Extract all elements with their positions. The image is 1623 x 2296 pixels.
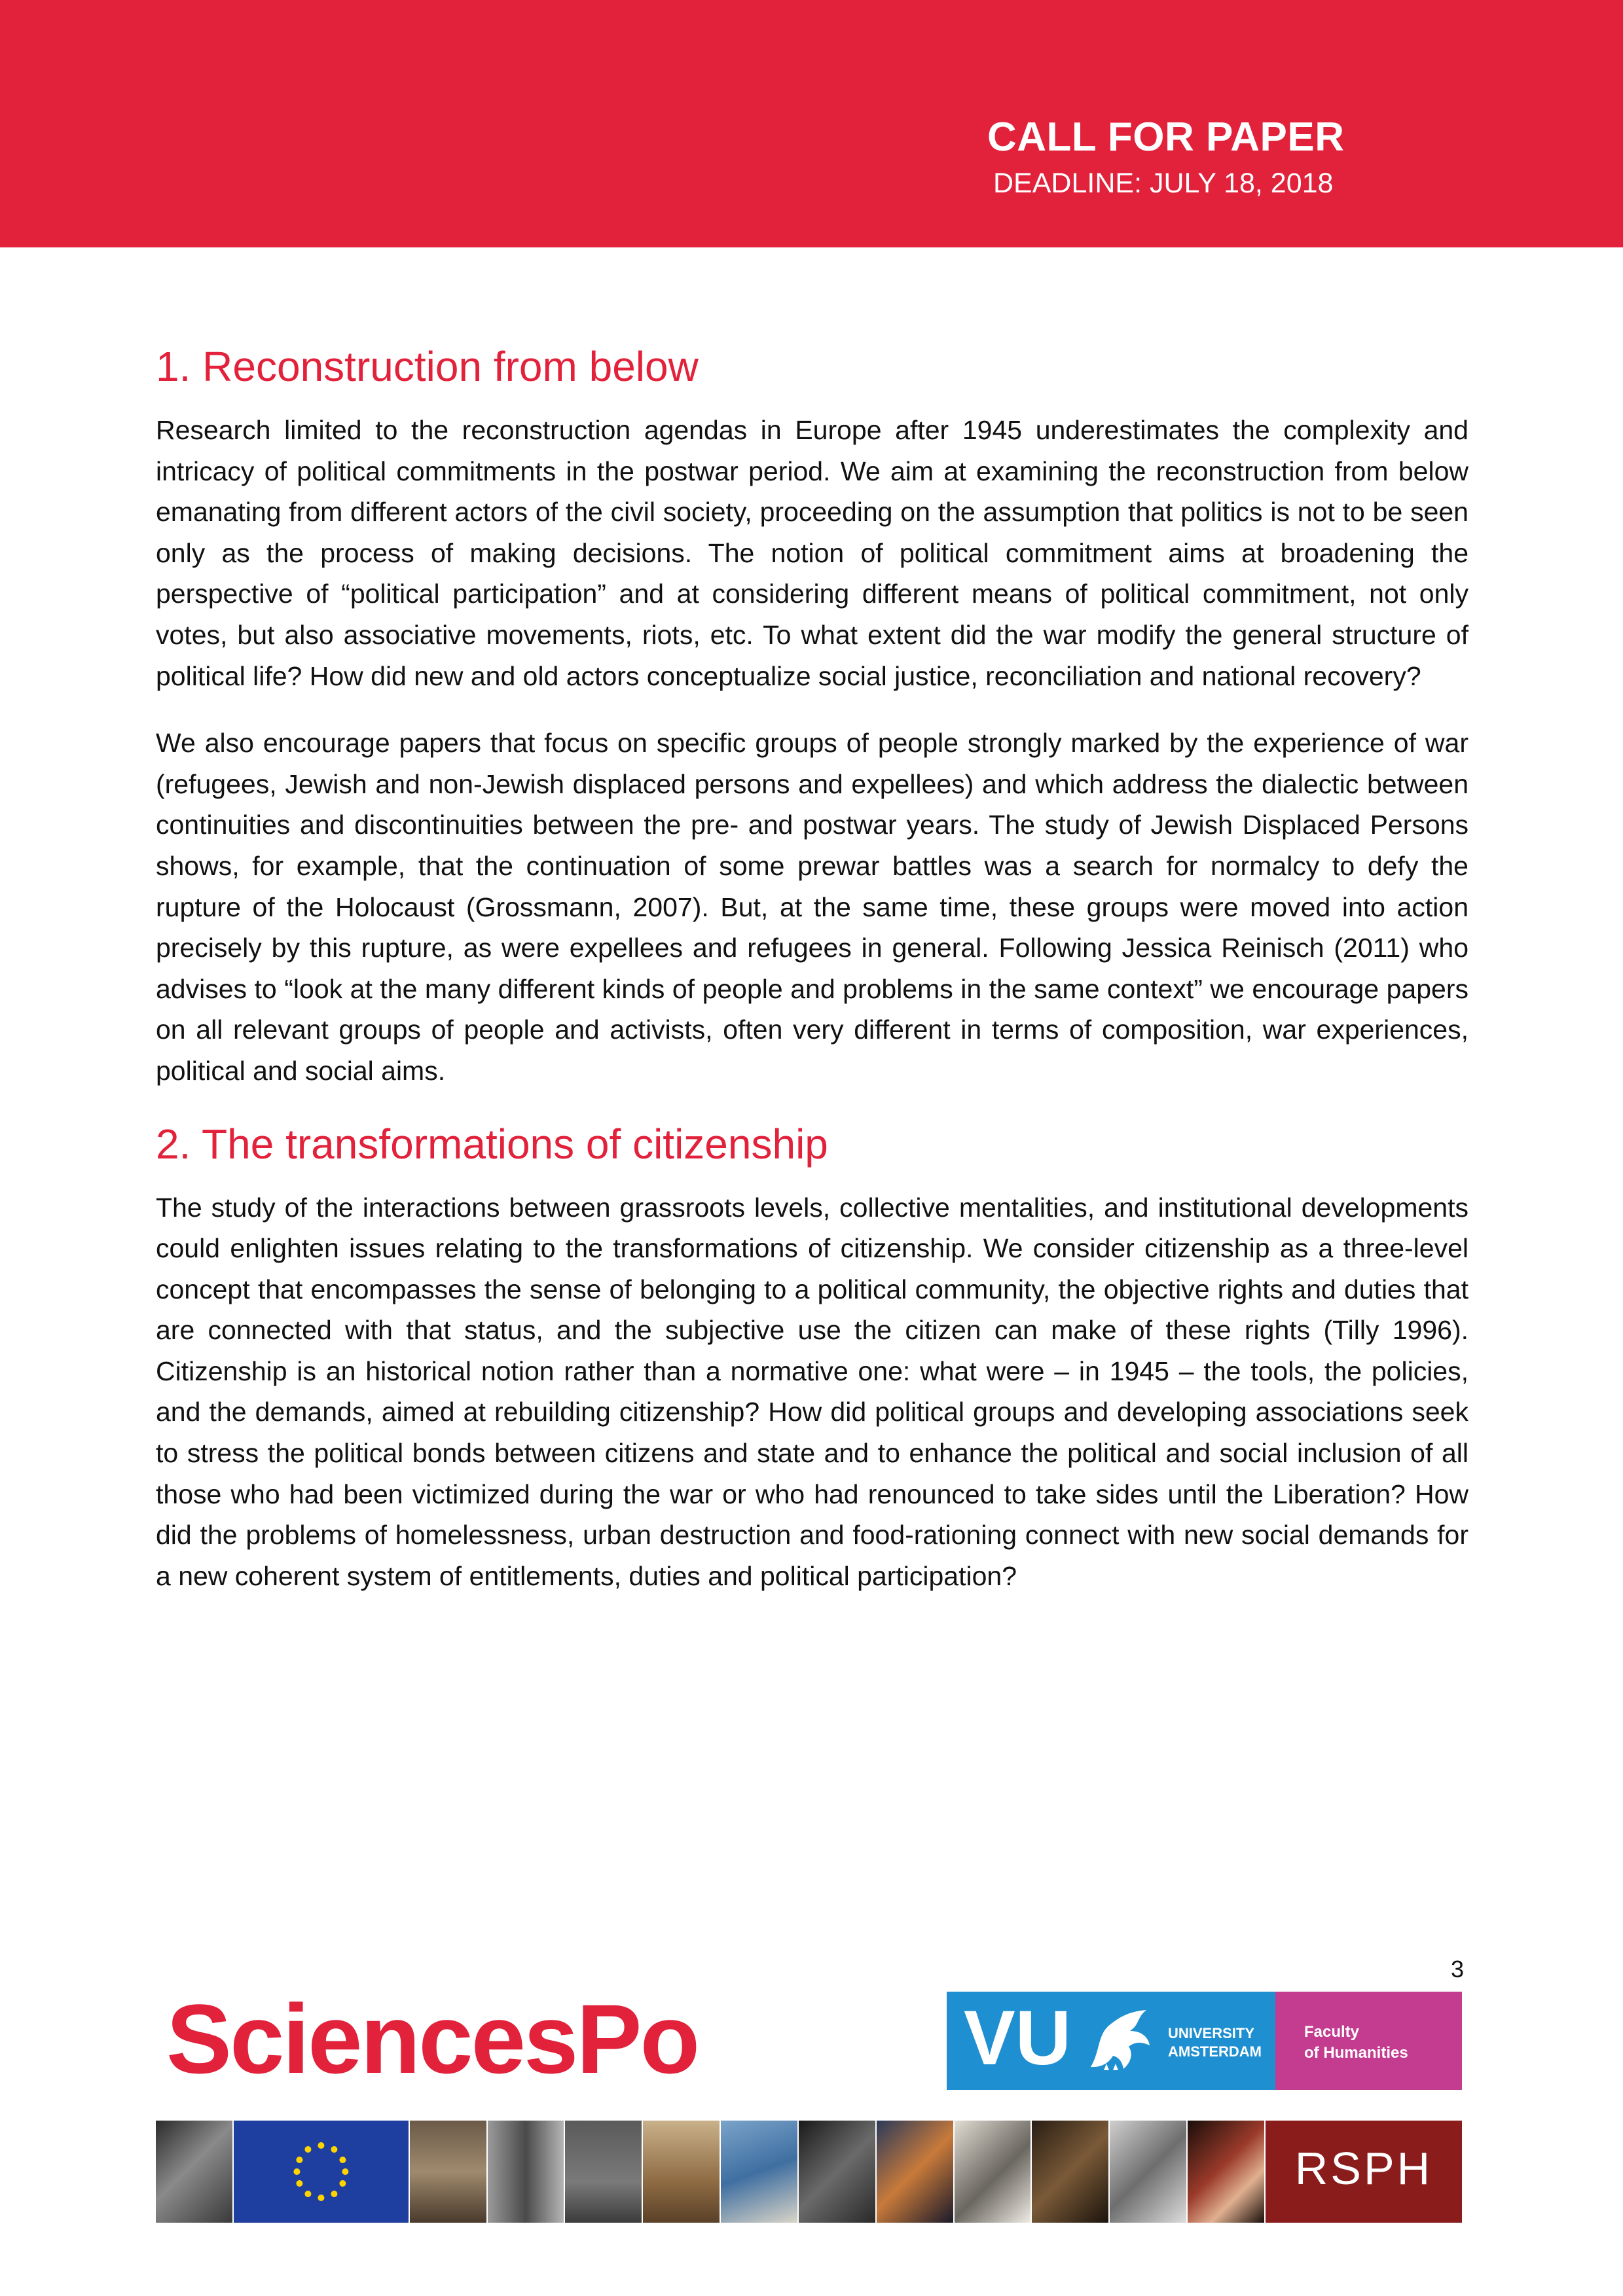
photo-strip-banner — [156, 2121, 1462, 2223]
vu-logo-blue-panel — [947, 1992, 1275, 2090]
section-heading: 2. The transformations of citizenship — [156, 1120, 828, 1168]
photo-eu-flag — [234, 2121, 410, 2223]
page-number: 3 — [1451, 1956, 1465, 1982]
photo-portrait-churchill — [156, 2121, 234, 2223]
photo-speaker-portrait — [877, 2121, 955, 2223]
faculty-line2: of Humanities — [1304, 2044, 1408, 2062]
vu-logo-letters: VU — [964, 1995, 1071, 2081]
photo-assembly-hall — [410, 2121, 488, 2223]
section-heading: 1. Reconstruction from below — [156, 343, 699, 390]
deadline-subtitle: DEADLINE: JULY 18, 2018 — [993, 168, 1334, 199]
main-content — [156, 340, 1468, 1623]
faculty-text — [1304, 2022, 1408, 2064]
faculty-panel — [1275, 1992, 1462, 2090]
rsph-logo-text: RSPH — [1294, 2143, 1433, 2194]
photo-group-painting — [1032, 2121, 1110, 2223]
photo-street-scene — [488, 2121, 566, 2223]
photo-un-helmets — [721, 2121, 799, 2223]
header-band — [0, 0, 1623, 247]
section-paragraph: The study of the interactions between grassroots levels, collective mentalities, and institutional developments could enlighten issues relating to the transformations of citizenship. We consider citizenship as a three-level concept that encompasses the sense of belonging to a political community, the objective rights and duties that are connected with that status, and the subjective use the citizen can make of these rights (Tilly 1996). Citizenship is an historical notion rather than a normative one: what were – in 1945 – the tools, the policies, and the demands, aimed at rebuilding citizenship? How did political groups and developing associations seek to stress the political bonds between citizens and state and to enhance the political and social inclusion of all those who had been victimized during the war or who had renounced to take sides until the Liberation? How did the problems of homelessness, urban destruction and food-rationing connect with new social demands for a new coherent system of entitlements, duties and political participation? — [156, 1192, 1468, 1591]
vu-university-line2: AMSTERDAM — [1168, 2043, 1262, 2060]
section-paragraph: We also encourage papers that focus on specific groups of people strongly marked by the experience of war (refugees, Jewish and non-Jewish displaced persons and expellees) and which address the dialectic between continuities and discontinuities between the pre- and postwar years. The study of Jewish Displaced Persons shows, for example, that the continuation of some prewar battles was a search for normalcy to defy the rupture of the Holocaust (Grossmann, 2007). But, at the same time, these groups were moved into action precisely by this rupture, as were expellees and refugees in general. Following Jessica Reinisch (2011) who advises to “look at the many different kinds of people and problems in the same context” we encourage papers on all relevant groups of people and activists, often very different in terms of composition, war experiences, political and social aims. — [156, 728, 1468, 1086]
photo-warehouse — [565, 2121, 643, 2223]
faculty-line1: Faculty — [1304, 2023, 1360, 2041]
vu-university-line1: UNIVERSITY — [1168, 2025, 1255, 2041]
photo-sailing-ship — [643, 2121, 721, 2223]
photo-engraved-portrait — [955, 2121, 1032, 2223]
page-title: CALL FOR PAPER — [987, 115, 1345, 160]
photo-salute-soldier — [799, 2121, 877, 2223]
sciencespo-logo: SciencesPo — [166, 1984, 699, 2094]
eu-stars-icon — [234, 2121, 409, 2223]
section-paragraph: Research limited to the reconstruction agendas in Europe after 1945 underestimates the complexity and intricacy of political commitments in the postwar period. We aim at examining the reconstruction from below emanating from different actors of the civil society, proceeding on the assumption that politics is not to be seen only as the process of making decisions. The notion of political commitment aims at broadening the perspective of “political participation” and at considering different means of political commitment, not only votes, but also associative movements, riots, etc. To what extent did the war modify the general structure of political life? How did new and old actors conceptualize social justice, reconciliation and national recovery? — [156, 415, 1468, 691]
photo-machiavelli-portrait — [1188, 2121, 1266, 2223]
vu-university-text — [1168, 2024, 1262, 2061]
rsph-logo — [1266, 2121, 1462, 2223]
vu-amsterdam-logo — [947, 1992, 1462, 2090]
griffin-icon — [1084, 2005, 1156, 2077]
photo-protest-legalise-abortus — [1110, 2121, 1188, 2223]
